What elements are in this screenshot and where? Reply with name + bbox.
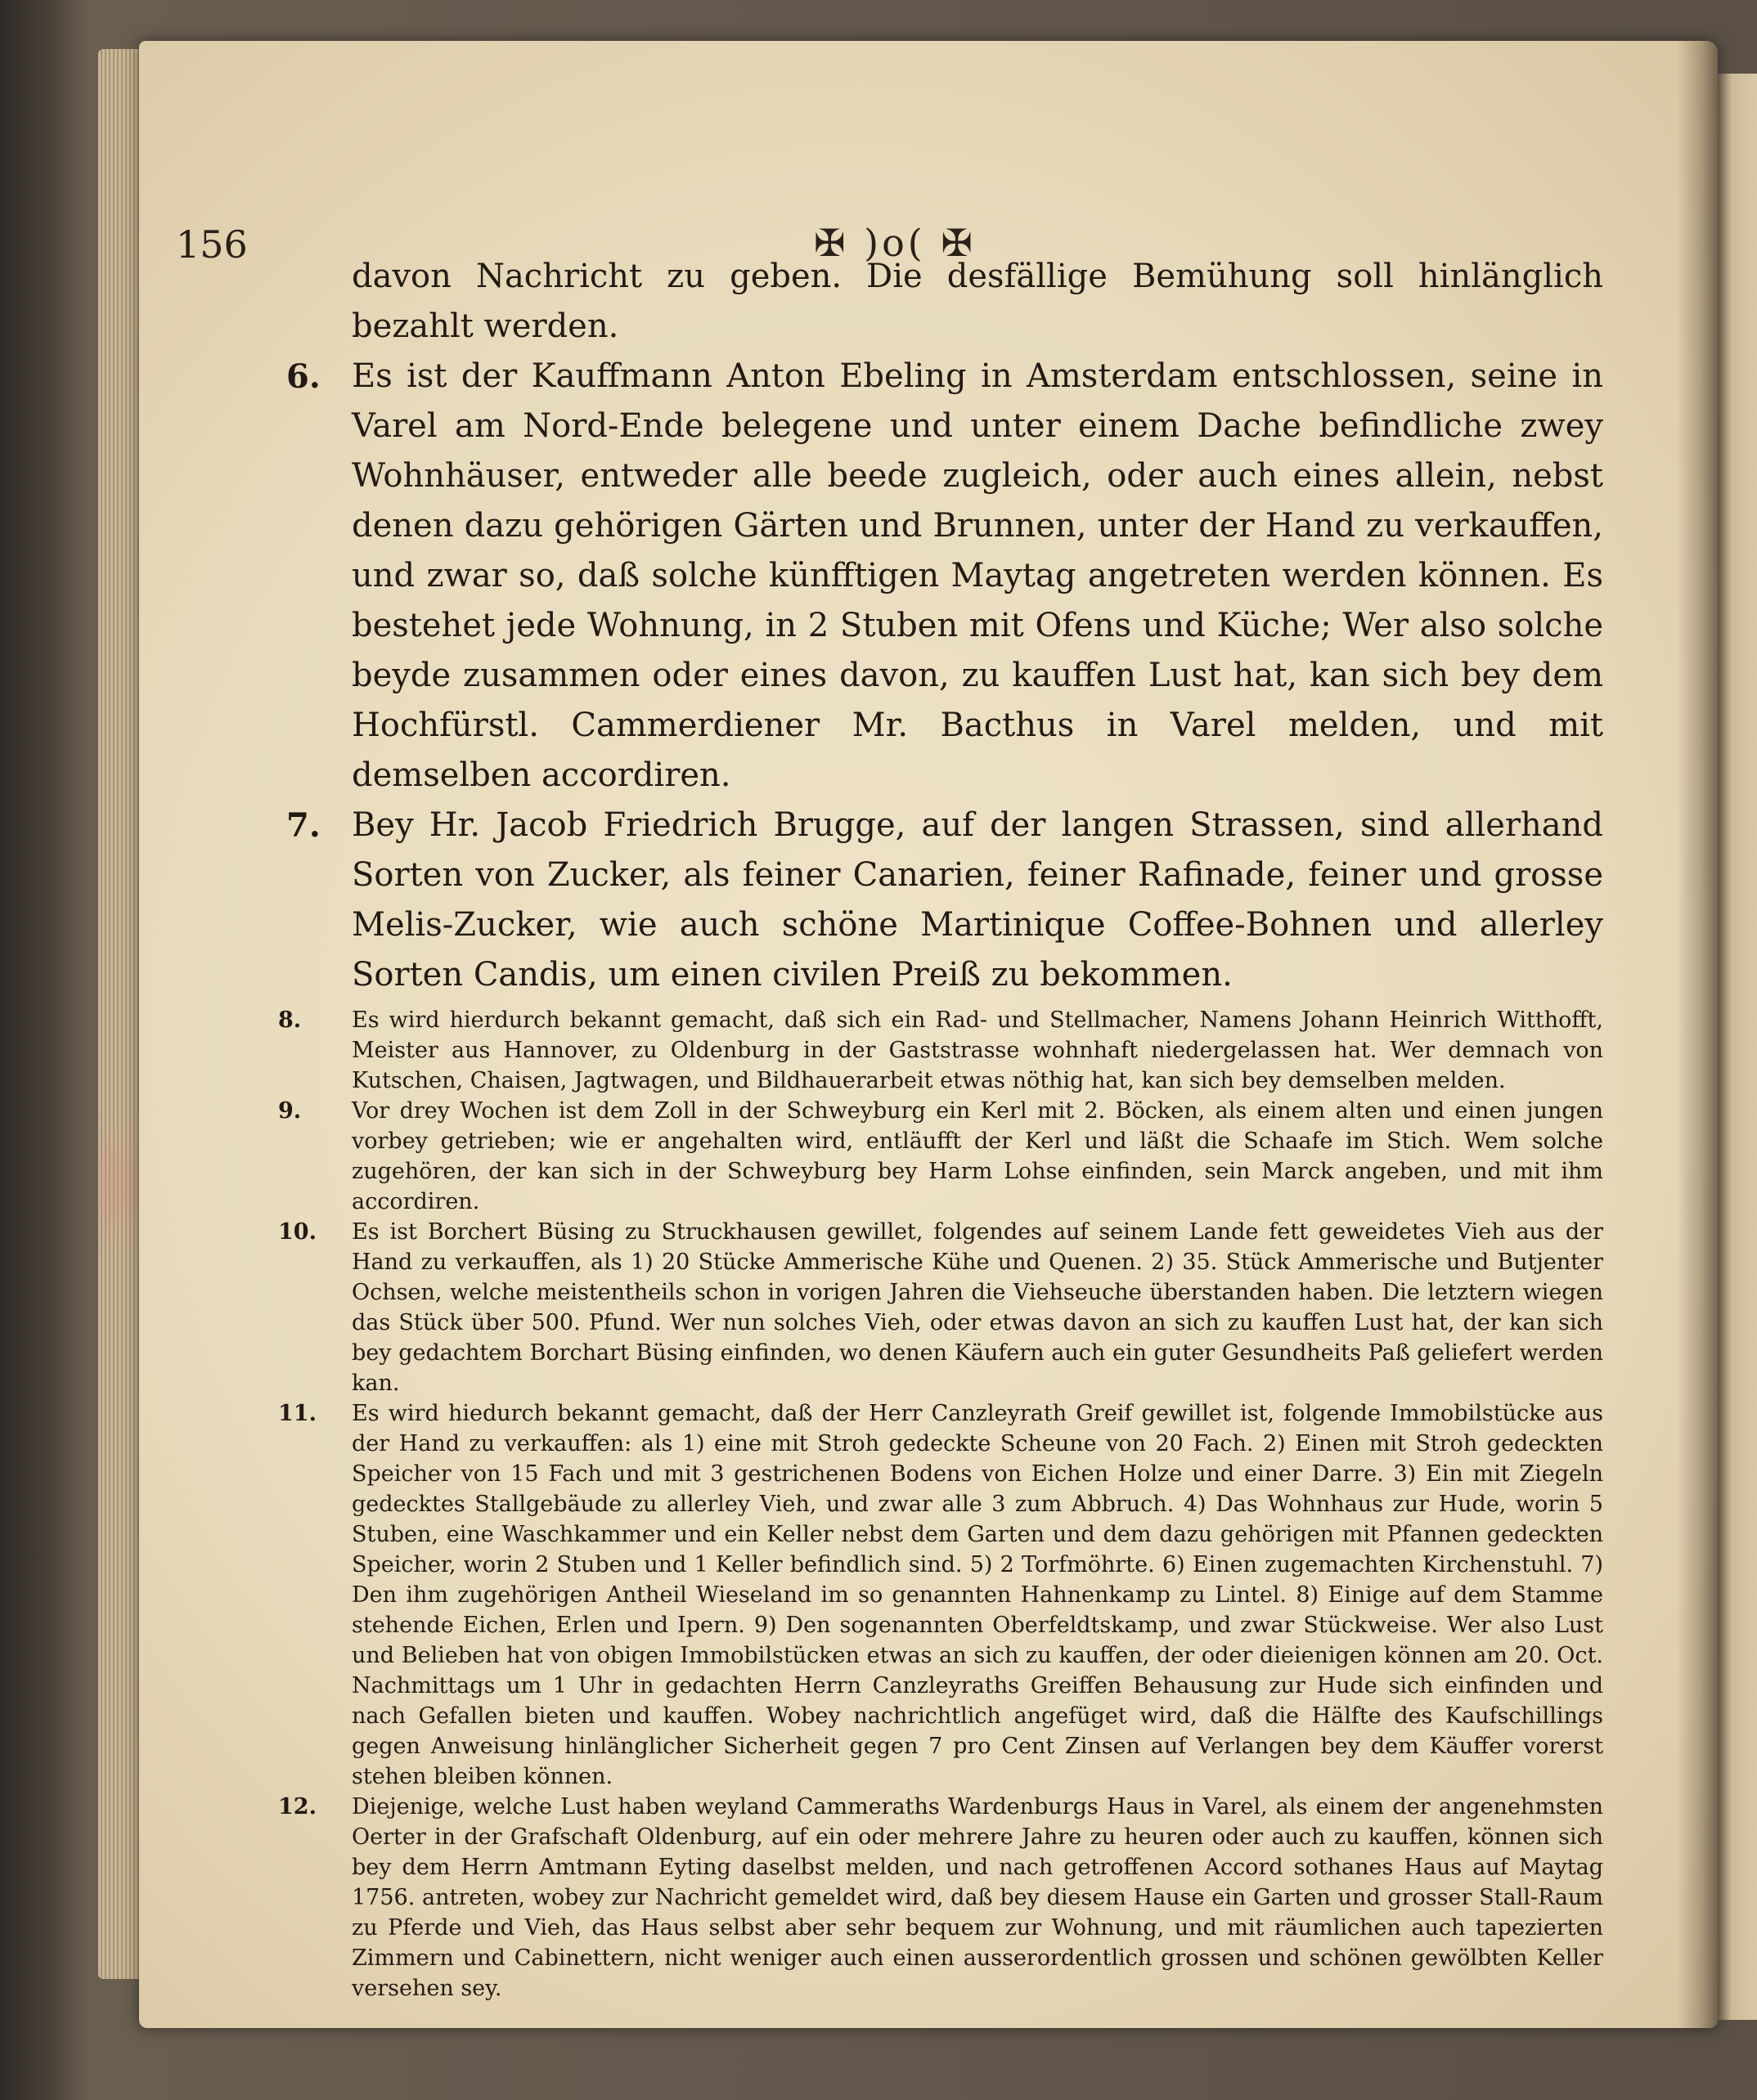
entry-number: 11. [278,1401,317,1426]
page-number: 156 [176,222,248,267]
entry-12 [278,1792,1603,2004]
entry-text: Es ist der Kauffmann Anton Ebeling in Amsterdam entschlossen, seine in Varel am Nord-Ende belegene und unter einem Dache befindliche zwey Wohnhäuser, entweder alle beede zugleich, oder auch eines allein, nebst denen dazu gehörigen Gärten und Brunnen, unter der Hand zu verkauffen, und zwar so, daß solche künfftigen Maytag angetreten werden können. Es bestehet jede Wohnung, in 2 Stuben mit Ofens und Küche; Wer also solche beyde zusammen oder eines davon, zu kauffen Lust hat, kan sich bey dem Hochfürstl. Cammerdiener Mr. Bacthus in Varel melden, und mit demselben accordiren. [352,357,1603,794]
entry-9 [278,1096,1603,1217]
entry-11 [278,1398,1603,1792]
entry-number: 6. [286,357,321,396]
entry-text: Es wird hierdurch bekannt gemacht, daß sich ein Rad- und Stellmacher, Namens Johann Heinrich Witthofft, Meister aus Hannover, zu Oldenburg in der Gaststrasse wohnhaft niedergelassen hat. Wer demnach von Kutschen, Chaisen, Jagtwagen, und Bildhauerarbeit etwas nöthig hat, kan sich bey demselben melden. [352,1007,1603,1093]
entry-text: Vor drey Wochen ist dem Zoll in der Schweyburg ein Kerl mit 2. Böcken, als einem alten und einen jungen vorbey getrieben; wie er angehalten wird, entläufft der Kerl und läßt die Schaafe im Stich. Wem solche zugehören, der kan sich in der Schweyburg bey Harm Lohse einfinden, sein Marck angeben, und mit ihm accordiren. [352,1098,1603,1214]
entry-number: 8. [278,1007,302,1033]
facing-page-edge [1714,74,1757,2020]
entry-7 [286,801,1603,1000]
header-ornament: ✠ )o( ✠ [814,221,976,265]
entry-text: Es wird hiedurch bekannt gemacht, daß der Herr Canzleyrath Greif gewillet ist, folgende Immobilstücke aus der Hand zu verkauffen: als 1) eine mit Stroh gedeckte Scheune von 20 Fach. 2) Einen mit Stroh gedeckten Speicher von 15 Fach und mit 3 gestrichenen Bodens von Eichen Holze und einer Darre. 3) Ein mit Ziegeln gedecktes Stallgebäude zu allerley Vieh, und zwar alle 3 zum Abbruch. 4) Das Wohnhaus zur Hude, worin 5 Stuben, eine Waschkammer und ein Keller nebst dem Garten und dem dazu gehörigen mit Pfannen gedeckten Speicher, worin 2 Stuben und 1 Keller befindlich sind. 5) 2 Torfmöhrte. 6) Einen zugemachten Kirchenstuhl. 7) Den ihm zugehörigen Antheil Wieseland im so genannten Hahnenkamp zu Lintel. 8) Einige auf dem Stamme stehende Eichen, Erlen und Ipern. 9) Den sogenannten Oberfeldtskamp, und zwar Stückweise. Wer also Lust und Belieben hat von obigen Immobilstücken etwas an sich zu kauffen, der oder dieienigen können am 20. Oct. Nachmittags um 1 Uhr in gedachten Herrn Canzleyraths Greiffen Behausung zur Hude sich einfinden und nach Gefallen bieten und kauffen. Wobey nachrichtlich angefüget wird, daß die Hälfte des Kaufschillings gegen Anweisung hinlänglicher Sicherheit gegen 7 pro Cent Zinsen auf Verlangen bey dem Käuffer vorerst stehen bleiben können. [352,1401,1603,1789]
entry-10 [278,1217,1603,1398]
entry-8 [278,1005,1603,1096]
entry-text: davon Nachricht zu geben. Die desfällige Bemühung soll hinlänglich bezahlt werden. [352,258,1603,345]
entry-number: 10. [278,1219,317,1245]
entry-number: 9. [278,1098,302,1124]
entry-continued [352,252,1603,352]
entry-text: Es ist Borchert Büsing zu Struckhausen gewillet, folgendes auf seinem Lande fett geweidetes Vieh aus der Hand zu verkauffen, als 1) 20 Stücke Ammerische Kühe und Quenen. 2) 35. Stück Ammerische und Butjenter Ochsen, welche meistentheils schon in vorigen Jahren die Viehseuche überstanden haben. Die letztern wiegen das Stück über 500. Pfund. Wer nun solches Vieh, oder etwas davon an sich zu kauffen Lust hat, der kan sich bey gedachtem Borchart Büsing einfinden, wo denen Käufern auch ein guter Gesundheits Paß geliefert werden kan. [352,1219,1603,1396]
page-gutter [1677,41,1718,2028]
entry-text: Diejenige, welche Lust haben weyland Cammeraths Wardenburgs Haus in Varel, als einem der angenehmsten Oerter in der Grafschaft Oldenburg, auf ein oder mehrere Jahre zu heuren oder auch zu kauffen, können sich bey dem Herrn Amtmann Eyting daselbst melden, und nach getroffenen Accord sothanes Haus auf Maytag 1756. antreten, wobey zur Nachricht gemeldet wird, daß bey diesem Hause ein Garten und grosser Stall-Raum zu Pferde und Vieh, das Haus selbst aber sehr bequem zur Wohnung, und mit räumlichen auch tapezierten Zimmern und Cabinettern, nicht weniger auch einen ausserordentlich grossen und schönen gewölbten Keller versehen sey. [352,1794,1603,2001]
entry-number: 12. [278,1794,317,1820]
main-text [278,245,1603,2004]
entry-6 [286,352,1603,801]
entry-number: 7. [286,806,321,845]
entry-text: Bey Hr. Jacob Friedrich Brugge, auf der langen Strassen, sind allerhand Sorten von Zucker, als feiner Canarien, feiner Rafinade, feiner und grosse Melis-Zucker, wie auch schöne Martinique Coffee-Bohnen und allerley Sorten Candis, um einen civilen Preiß zu bekommen. [352,806,1603,994]
